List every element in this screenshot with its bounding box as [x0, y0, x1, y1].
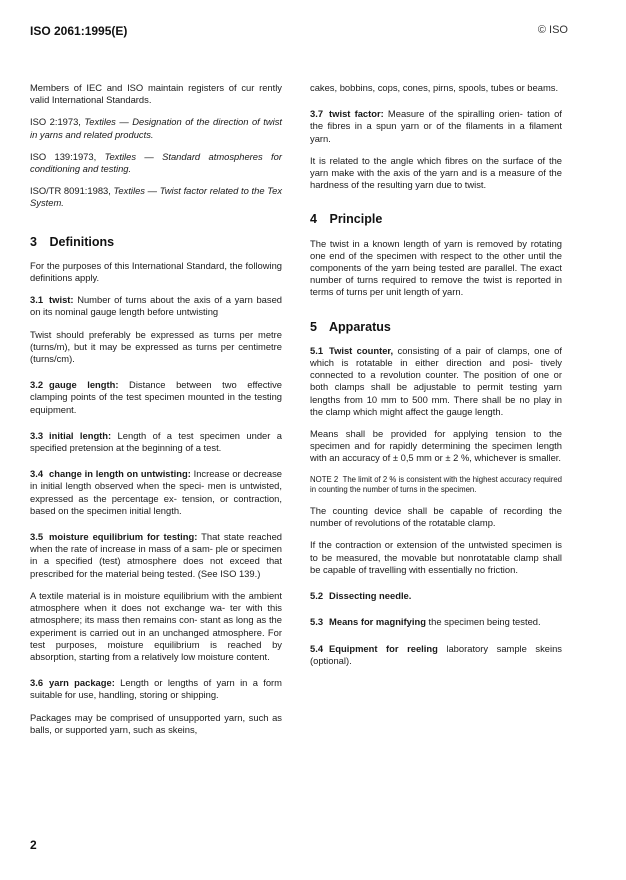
- section-5-heading: 5 Apparatus: [310, 319, 391, 334]
- document-code: ISO 2061:1995(E): [30, 24, 128, 38]
- definition-3-6-note: Packages may be comprised of unsupported yarn, such as balls, or supported yarn, such as skeins,: [30, 711, 282, 735]
- apparatus-5-1-contraction: If the contraction or extension of the untwisted specimen is to be measured, the movable but nonrotatable clamp shall be capable of travelling with essentially no friction.: [310, 539, 562, 575]
- apparatus-5-3: 5.3 Means for magnifying the specimen being tested.: [310, 616, 541, 628]
- page-number: 2: [30, 838, 37, 852]
- package-continuation: cakes, bobbins, cops, cones, pirns, spools, tubes or beams.: [310, 82, 559, 93]
- reference-iso-tr-8091: ISO/TR 8091:1983, Textiles — Twist factor related to the Tex System.: [30, 185, 283, 209]
- members-paragraph: Members of IEC and ISO maintain registers of cur rently valid International Standards.: [30, 82, 282, 106]
- apparatus-5-1-counting: The counting device shall be capable of recording the number of revolutions of the rotatable clamp.: [310, 505, 562, 529]
- section-3-heading: 3 Definitions: [30, 234, 115, 249]
- apparatus-5-4: 5.4 Equipment for reeling laboratory sample skeins (optional).: [310, 642, 562, 666]
- definition-3-4: 3.4 change in length on untwisting: Increase or decrease in initial length observed when the speci- men is untwisted, expressed as the percentage ex- tension, or contraction, based on the specimen initial length.: [30, 468, 282, 516]
- reference-iso-2: ISO 2:1973, Textiles — Designation of the direction of twist in yarns and related products.: [30, 116, 282, 140]
- apparatus-5-1-tension: Means shall be provided for applying tension to the specimen and for rapidly determining the specimen length with an accuracy of ± 0,5 mm or ± 2 %, whichever is smaller.: [310, 428, 562, 464]
- definition-3-6: 3.6 yarn package: Length or lengths of yarn in a form suitable for use, handling, storing or shipping.: [30, 677, 282, 701]
- apparatus-5-1: 5.1 Twist counter, consisting of a pair of clamps, one of which is rotatable in either direction and posi- tively connected to a revolution counter. The position of one or both clamps shall be adjustable to permit testing yarn lengths from 10 mm to 500 mm. There shall be no play in the clamp which might affect the gauge length.: [310, 344, 562, 417]
- apparatus-5-2: 5.2 Dissecting needle.: [310, 590, 412, 602]
- definition-3-7-note: It is related to the angle which fibres on the surface of the yarn make with the axis of the yarn and is a measure of the hardness of the resulting yarn due to twist.: [310, 154, 562, 191]
- right-column: [310, 82, 562, 677]
- copyright-mark: © ISO: [537, 24, 568, 36]
- principle-text: The twist in a known length of yarn is removed by rotating one end of the specimen with respect to the other until the components of the yarn being tested are parallel. The exact number of turns required to remove the twist is reported in terms of turns per unit length of yarn.: [310, 237, 562, 298]
- left-column: [30, 82, 282, 746]
- definition-3-1-note: Twist should preferably be expressed as turns per metre (turns/m), but it may be expressed as turns per centimetre (turns/cm).: [30, 328, 282, 365]
- definitions-intro: For the purposes of this International Standard, the following definitions apply.: [30, 259, 282, 284]
- definition-3-1: 3.1 twist: Number of turns about the axis of a yarn based on its nominal gauge length before untwisting: [30, 294, 282, 318]
- reference-iso-139: ISO 139:1973, Textiles — Standard atmospheres for conditioning and testing.: [30, 150, 282, 175]
- definition-3-5: 3.5 moisture equilibrium for testing: That state reached when the rate of increase in mass of a sam- ple or specimen in a specified (test) atmosphere does not exceed that prescribed for the material being tested. (See ISO 139.): [30, 531, 282, 579]
- definition-3-3: 3.3 initial length: Length of a test specimen under a specified pretension at the beginning of a test.: [30, 429, 282, 454]
- definition-3-7: 3.7 twist factor: Measure of the spiralling orien- tation of the fibres in a spun yarn or of the filaments in a filament yarn.: [310, 108, 562, 144]
- definition-3-2: 3.2 gauge length: Distance between two effective clamping points of the test specimen mounted in the testing equipment.: [30, 379, 282, 415]
- section-4-heading: 4 Principle: [310, 212, 383, 227]
- definition-3-5-note: A textile material is in moisture equilibrium with the ambient atmosphere when it does not exchange wa- ter with this atmosphere; its mass then remains con- stant as long as the experiment is carried out in an unchanged atmosphere. For test purposes, moisture equilibrium is reached by absorption, starting from a relatively low moisture content.: [30, 589, 282, 662]
- note-2: NOTE 2 The limit of 2 % is consistent with the highest accuracy required in counting the number of turns in the specimen.: [310, 474, 563, 494]
